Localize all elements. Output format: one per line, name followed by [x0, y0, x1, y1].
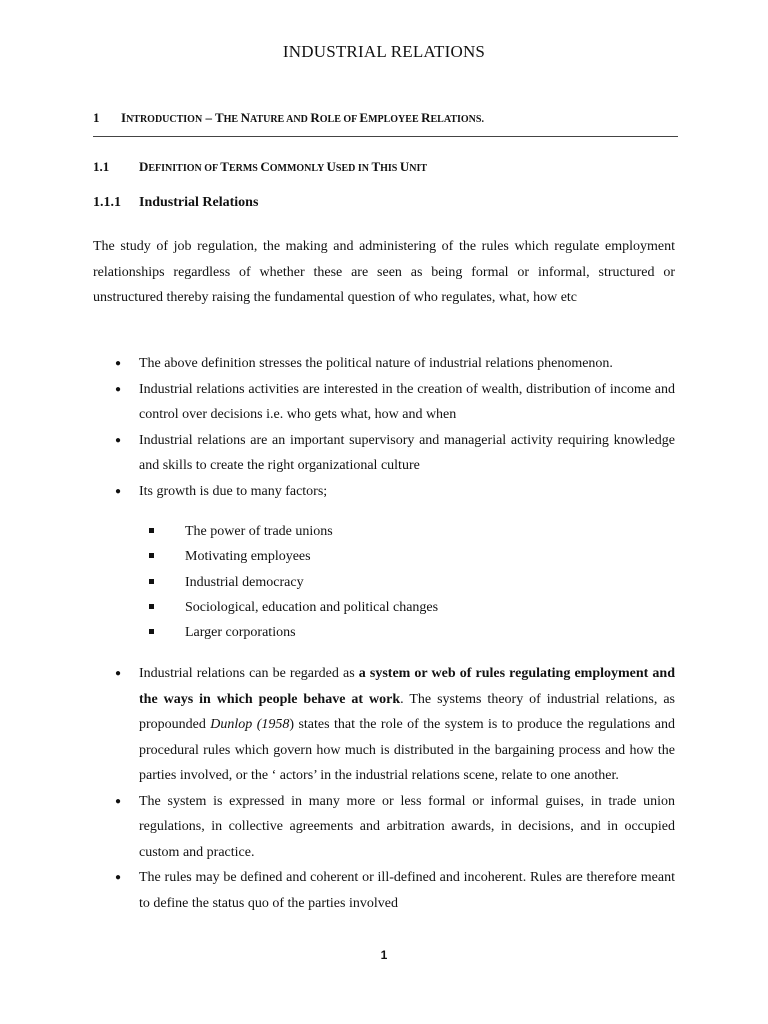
intro-paragraph: The study of job regulation, the making and administering of the rules which regulate employment relationships regardless of whether these are seen as being formal or informal, structured or unstructured thereby raising the fundamental question of who regulates, what, how etc: [93, 239, 675, 305]
list-item: Motivating employees: [139, 544, 675, 569]
bullet-icon: ●: [115, 358, 122, 369]
bullet-icon: ●: [115, 668, 122, 679]
list-item: Sociological, education and political changes: [139, 595, 675, 620]
list-item: The power of trade unions: [139, 519, 675, 544]
section-title: Industrial Relations: [139, 195, 259, 210]
list-item: ● The rules may be defined and coherent or ill-defined and incoherent. Rules are therefore meant to define the status quo of the parties involved: [93, 865, 675, 916]
list-item: ● The system is expressed in many more or less formal or informal guises, in trade union regulations, in collective agreements and arbitration awards, in decisions, and in occupied custom and practice.: [93, 789, 675, 866]
bullet-icon: ●: [115, 383, 122, 395]
document-title: INDUSTRIAL RELATIONS: [282, 42, 486, 61]
list-item: ● Industrial relations can be regarded as a system or web of rules regulating employment and the ways in which people behave at work. The systems theory of industrial relations, as propounded Dunlop (1958) states that the role of the system is to produce the regulations and procedural rules which govern how much is distributed in the bargaining process and how the parties involved, or the ‘ actors’ in the industrial relations scene, relate to one another.: [93, 661, 675, 789]
list-item: ● Industrial relations activities are interested in the creation of wealth, distribution of income and control over decisions i.e. who gets what, how and when: [93, 377, 675, 428]
bullet-icon: ●: [115, 795, 122, 807]
list-item: ● Its growth is due to many factors;: [93, 479, 675, 505]
section-title: INTRODUCTION – THE NATURE AND ROLE OF EMPLOYEE RELATIONS.: [121, 110, 484, 125]
citation-name: Dunlop (1958: [210, 717, 290, 732]
section-number: 1.1.1: [93, 195, 121, 210]
list-item: ● Industrial relations are an important supervisory and managerial activity requiring knowledge and skills to create the right organizational culture: [93, 428, 675, 479]
bullet-icon: ●: [115, 434, 122, 446]
square-bullet-icon: [149, 553, 154, 558]
bullet-list-b: [93, 661, 675, 916]
square-bullet-icon: [149, 604, 154, 609]
bullet-icon: ●: [115, 485, 122, 497]
section-heading-1: [93, 110, 678, 126]
bullet-list-a: [93, 351, 675, 504]
section-heading-1-1: [93, 159, 678, 175]
list-item: Larger corporations: [139, 620, 675, 645]
bullet-icon: ●: [115, 872, 122, 883]
square-bullet-icon: [149, 629, 154, 634]
factor-list: [139, 519, 675, 645]
section-number: 1.1: [93, 159, 110, 174]
section-heading-1-1-1: [93, 195, 678, 211]
list-item: ● The above definition stresses the political nature of industrial relations phenomenon.: [93, 351, 675, 377]
square-bullet-icon: [149, 579, 154, 584]
section-divider: [93, 136, 678, 137]
page-number: 1: [380, 948, 388, 962]
emphasis-text: a system or web of rules regulating employment and the ways in which people behave at work: [139, 666, 675, 707]
section-number: 1: [93, 110, 100, 125]
list-item: Industrial democracy: [139, 570, 675, 595]
section-title: DEFINITION OF TERMS COMMONLY USED IN THIS UNIT: [139, 159, 428, 174]
square-bullet-icon: [149, 528, 154, 533]
